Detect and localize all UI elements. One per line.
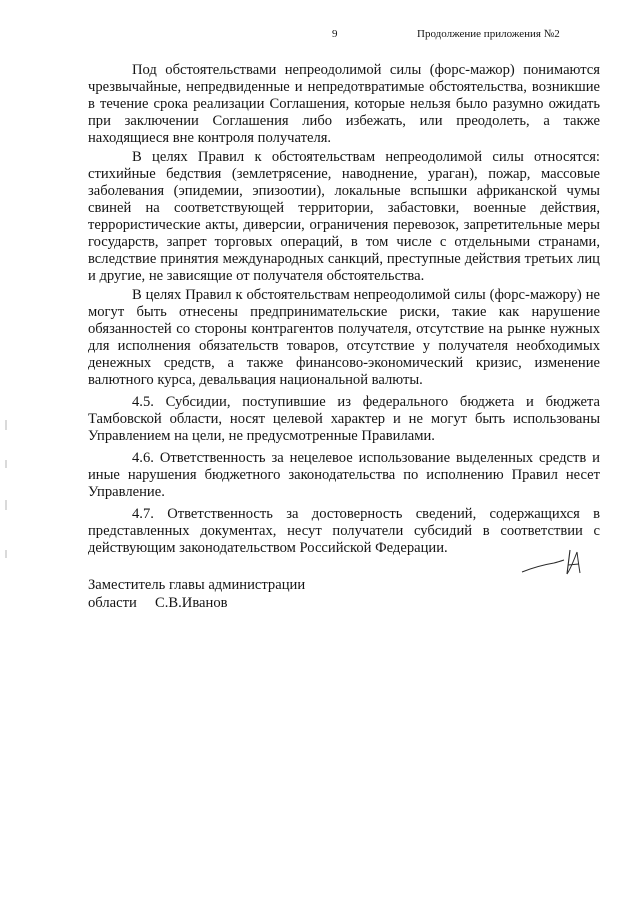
handwritten-initials-mark	[520, 548, 590, 578]
signatory-name: С.В.Иванов	[155, 595, 228, 611]
scan-margin-marks	[3, 420, 9, 570]
clause-4-6-paragraph: 4.6. Ответственность за нецелевое использование выделенных средств и иные нарушения бюджетного законодательства по исполнению Правил несет Управление.	[88, 450, 600, 500]
appendix-continuation-note: Продолжение приложения №2	[417, 28, 560, 40]
signatory-region: области	[88, 595, 137, 611]
clause-4-7-paragraph: 4.7. Ответственность за достоверность сведений, содержащихся в представленных документах, несут получатели субсидий в соответствии с действующим законодательством Российской Федерации.	[88, 506, 600, 556]
business-risks-paragraph: В целях Правил к обстоятельствам непреодолимой силы (форс-мажору) не могут быть отнесены предпринимательские риски, такие как нарушение обязанностей со стороны контрагентов получателя, отсутствие на рынке нужных для исполнения обязательств товаров, отсутствие у получателя необходимых денежных средств, а также финансово-экономический кризис, изменение валютного курса, девальвация национальной валюты.	[88, 287, 600, 388]
signatory-line	[88, 594, 305, 612]
signature-block	[88, 576, 305, 612]
clause-4-5-paragraph: 4.5. Субсидии, поступившие из федерального бюджета и бюджета Тамбовской области, носят целевой характер и не могут быть использованы Управлением на цели, не предусмотренные Правилами.	[88, 394, 600, 444]
force-majeure-definition-paragraph: Под обстоятельствами непреодолимой силы (форс-мажор) понимаются чрезвычайные, непредвиденные и непредотвратимые обстоятельства, возникшие в течение срока реализации Соглашения, которые нельзя было разумно ожидать при заключении Соглашения либо избежать, или преодолеть, а также находящиеся вне контроля получателя.	[88, 62, 600, 146]
force-majeure-circumstances-paragraph: В целях Правил к обстоятельствам непреодолимой силы относятся: стихийные бедствия (землетрясение, наводнение, ураган), пожар, массовые заболевания (эпидемии, эпизоотии), локальные вспышки африканской чумы свиней на соответствующей территории, забастовки, военные действия, террористические акты, диверсии, ограничения перевозок, запретительные меры государств, запрет торговых операций, в том числе с отдельными странами, вследствие принятия международных санкций, преступные действия третьих лиц и другие, не зависящие от получателя обстоятельства.	[88, 149, 600, 284]
page-number: 9	[332, 28, 338, 40]
signatory-position: Заместитель главы администрации	[88, 577, 306, 593]
page-header	[0, 28, 640, 44]
document-body	[88, 62, 600, 557]
